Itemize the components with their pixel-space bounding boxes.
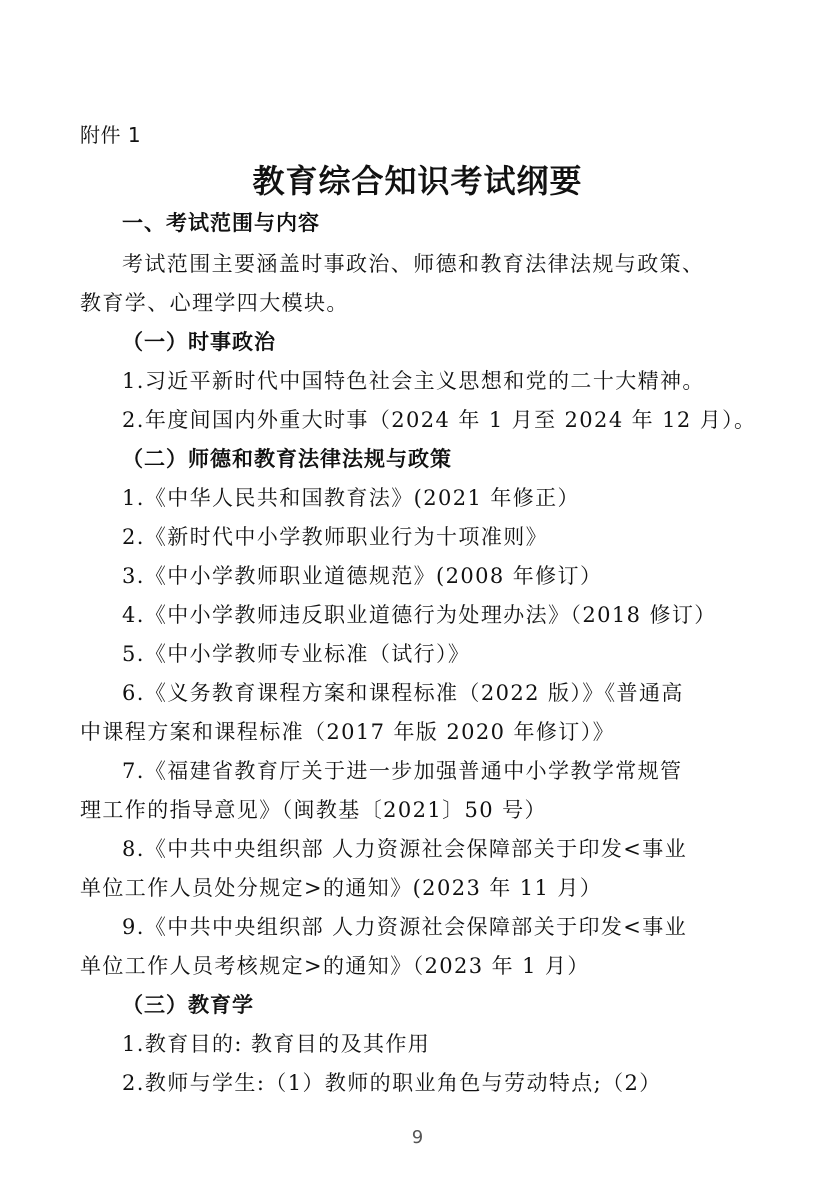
- list-item: 1.习近平新时代中国特色社会主义思想和党的二十大精神。: [122, 369, 705, 393]
- list-item-9-line-2: 单位工作人员考核规定>的通知》（2023 年 1 月）: [80, 954, 590, 978]
- intro-paragraph-line-1: 考试范围主要涵盖时事政治、师德和教育法律法规与政策、: [122, 252, 705, 276]
- list-item-6-line-2: 中课程方案和课程标准（2017 年版 2020 年修订）》: [80, 720, 616, 744]
- list-item: 1.《中华人民共和国教育法》(2021 年修正）: [122, 486, 580, 510]
- list-item: 2.教师与学生:（1）教师的职业角色与劳动特点;（2）: [122, 1071, 662, 1095]
- intro-paragraph-line-2: 教育学、心理学四大模块。: [80, 291, 349, 315]
- list-item-8-line-1: 8.《中共中央组织部 人力资源社会保障部关于印发<事业: [122, 837, 688, 861]
- list-item: 1.教育目的: 教育目的及其作用: [122, 1032, 431, 1056]
- list-item: 5.《中小学教师专业标准（试行）》: [122, 642, 471, 666]
- list-item: 2.年度间国内外重大时事（2024 年 1 月至 2024 年 12 月）。: [122, 408, 757, 432]
- section-heading-scope: 一、考试范围与内容: [122, 211, 320, 235]
- list-item-7-line-2: 理工作的指导意见》（闽教基〔2021〕50 号）: [80, 798, 547, 822]
- page-number: 9: [411, 1127, 424, 1148]
- subsection-heading-current-affairs: （一）时事政治: [122, 330, 276, 354]
- list-item-9-line-1: 9.《中共中央组织部 人力资源社会保障部关于印发<事业: [122, 915, 688, 939]
- subsection-heading-ethics-law: （二）师德和教育法律法规与政策: [122, 447, 452, 471]
- list-item-8-line-2: 单位工作人员处分规定>的通知》(2023 年 11 月）: [80, 876, 603, 900]
- attachment-label: 附件 1: [80, 123, 142, 147]
- document-title: 教育综合知识考试纲要: [252, 162, 583, 200]
- list-item: 2.《新时代中小学教师职业行为十项准则》: [122, 525, 549, 549]
- list-item: 4.《中小学教师违反职业道德行为处理办法》（2018 修订）: [122, 603, 717, 627]
- list-item-6-line-1: 6.《义务教育课程方案和课程标准（2022 版）》《普通高: [122, 681, 684, 705]
- subsection-heading-pedagogy: （三）教育学: [122, 993, 254, 1017]
- list-item-7-line-1: 7.《福建省教育厅关于进一步加强普通中小学教学常规管: [122, 759, 683, 783]
- list-item: 3.《中小学教师职业道德规范》(2008 年修订）: [122, 564, 603, 588]
